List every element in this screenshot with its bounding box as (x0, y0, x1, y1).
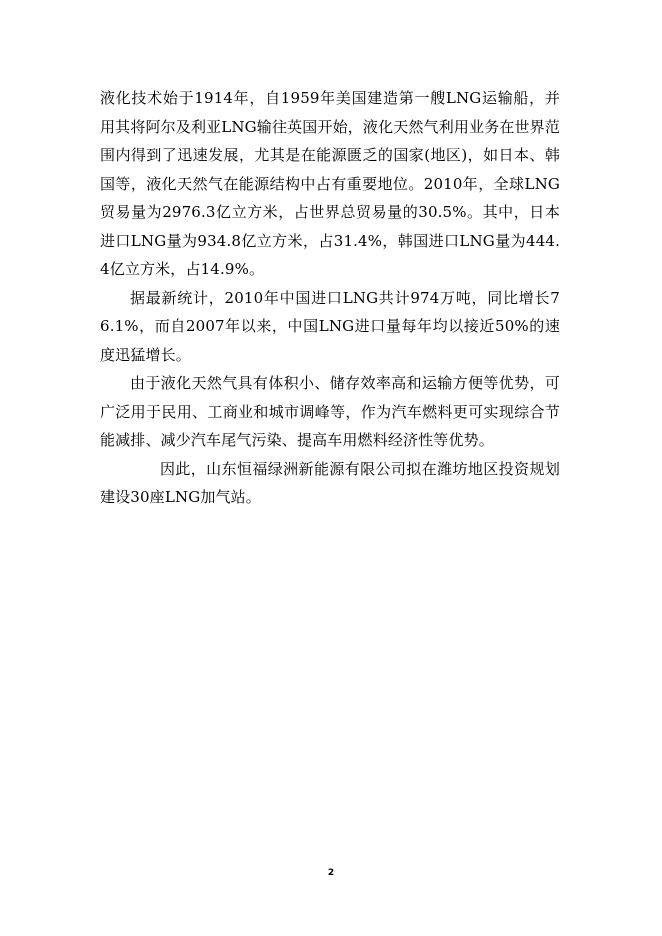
document-body (100, 84, 560, 512)
paragraph-lng-history: 液化技术始于1914年，自1959年美国建造第一艘LNG运输船，并用其将阿尔及利亚LNG输往英国开始，液化天然气利用业务在世界范围内得到了迅速发展，尤其是在能源匮乏的国家(地区)，如日本、韩国等，液化天然气在能源结构中占有重要地位。2010年，全球LNG贸易量为2976.3亿立方米，占世界总贸易量的30.5%。其中，日本进口LNG量为934.8亿立方米，占31.4%，韩国进口LNG量为444.4亿立方米，占14.9%。 (100, 89, 560, 278)
paragraph-project-plan: 因此，山东恒福绿洲新能源有限公司拟在潍坊地区投资规划建设30座LNG加气站。 (100, 459, 560, 506)
paragraph-lng-advantages: 由于液化天然气具有体积小、储存效率高和运输方便等优势，可广泛用于民用、工商业和城市调峰等，作为汽车燃料更可实现综合节能减排、减少汽车尾气污染、提高车用燃料经济性等优势。 (100, 374, 560, 449)
paragraph-china-import-stats: 据最新统计，2010年中国进口LNG共计974万吨，同比增长76.1%，而自2007年以来，中国LNG进口量每年均以接近50%的速度迅猛增长。 (100, 288, 560, 364)
page-number: 2 (327, 868, 335, 878)
